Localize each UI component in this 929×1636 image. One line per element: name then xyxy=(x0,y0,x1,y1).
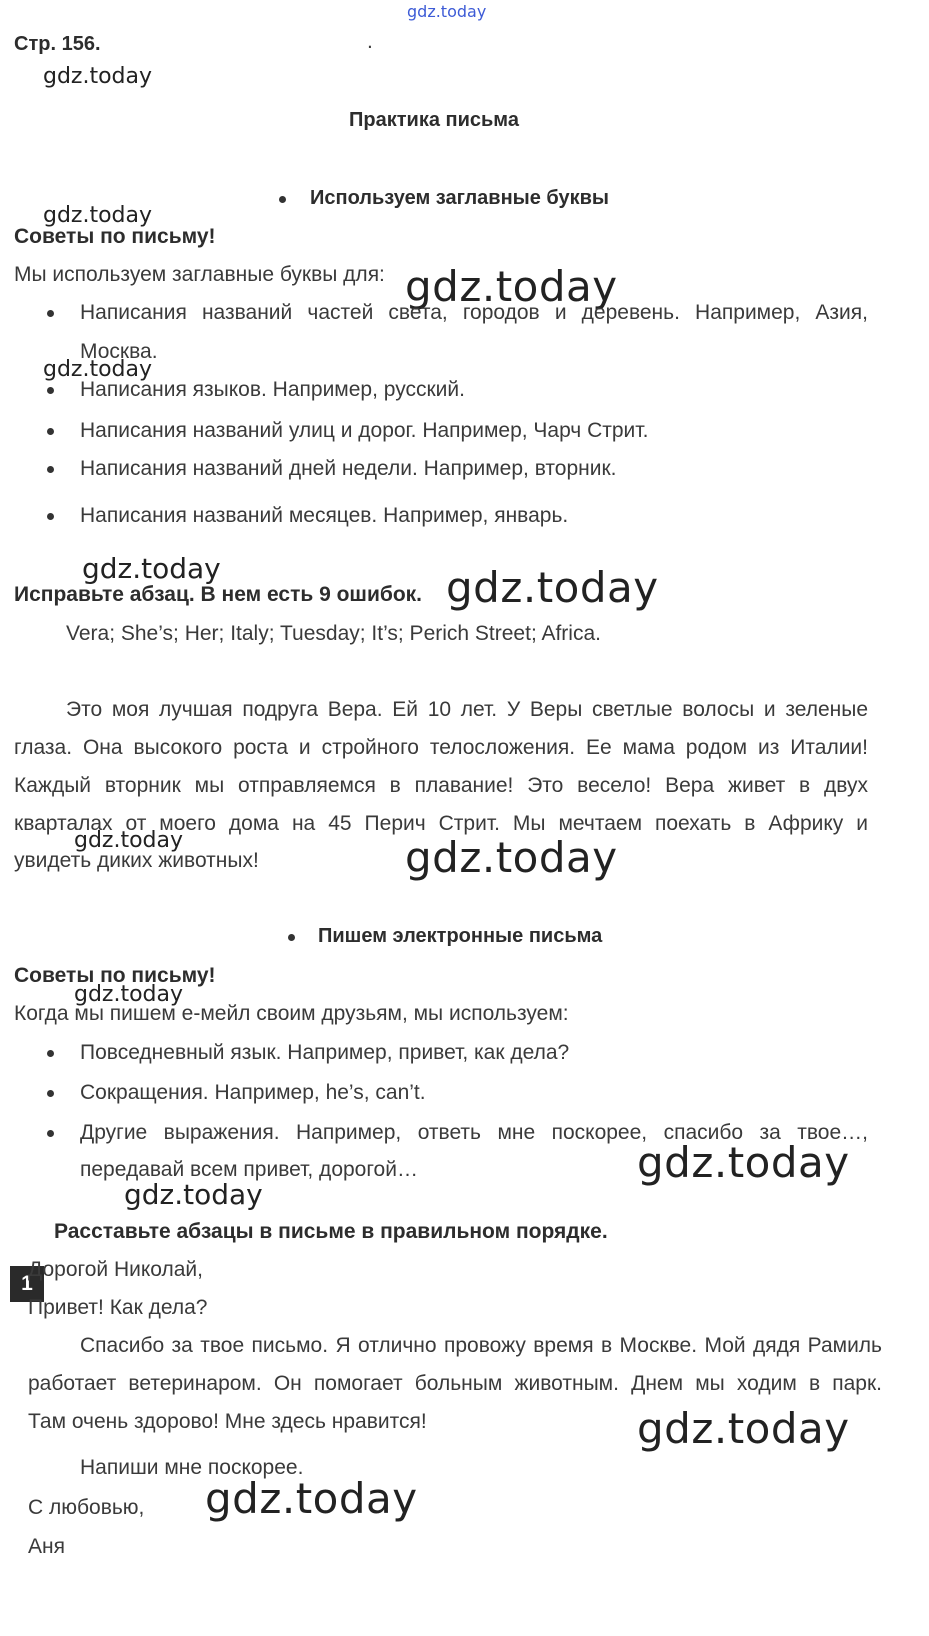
bullet xyxy=(47,428,54,435)
bullet xyxy=(279,196,286,203)
list-item-continuation: Москва. xyxy=(80,340,158,363)
paragraph-line: увидеть диких животных! xyxy=(14,849,259,872)
task-title: Исправьте абзац. В нем есть 9 ошибок. xyxy=(14,583,422,606)
bullet xyxy=(47,1050,54,1057)
list-item: Написания языков. Например, русский. xyxy=(80,378,465,401)
list-item-continuation: передавай всем привет, дорогой… xyxy=(80,1158,418,1181)
watermark: gdz.today xyxy=(82,552,221,585)
watermark: gdz.today xyxy=(446,563,659,612)
bullet xyxy=(47,387,54,394)
watermark: gdz.today xyxy=(637,1404,850,1453)
watermark: gdz.today xyxy=(637,1138,850,1187)
page-number: Стр. 156. xyxy=(14,33,101,55)
list-item: Написания названий дней недели. Например, вторник. xyxy=(80,457,617,480)
letter-greeting: Дорогой Николай, xyxy=(28,1258,203,1281)
watermark: gdz.today xyxy=(405,833,618,882)
paragraph-line: Каждый вторник мы отправляемся в плавание! Это весело! Вера живет в двух xyxy=(14,774,868,797)
section-heading-email: Пишем электронные письма xyxy=(318,925,603,947)
list-item: Написания названий улиц и дорог. Например, Чарч Стрит. xyxy=(80,419,649,442)
list-item: Написания названий месяцев. Например, январь. xyxy=(80,504,569,527)
tips-title: Советы по письму! xyxy=(14,964,216,987)
watermark: gdz.today xyxy=(43,203,153,228)
intro-text: Когда мы пишем е-мейл своим друзьям, мы используем: xyxy=(14,1002,569,1025)
list-item: Сокращения. Например, he’s, can’t. xyxy=(80,1081,426,1104)
list-item: Написания названий частей света, городов и деревень. Например, Азия, xyxy=(80,301,868,324)
letter-body-line: Спасибо за твое письмо. Я отлично провожу время в Москве. Мой дядя Рамиль xyxy=(80,1334,882,1357)
bullet xyxy=(47,310,54,317)
letter-signoff: С любовью, xyxy=(28,1496,145,1519)
watermark: gdz.today xyxy=(74,828,184,853)
letter-signature: Аня xyxy=(28,1535,65,1558)
bullet xyxy=(47,513,54,520)
list-item: Повседневный язык. Например, привет, как дела? xyxy=(80,1041,570,1064)
bullet xyxy=(47,1090,54,1097)
bullet xyxy=(47,466,54,473)
letter-closing-line: Напиши мне поскорее. xyxy=(80,1456,304,1479)
watermark-top: gdz.today xyxy=(407,2,487,21)
watermark: gdz.today xyxy=(43,64,153,89)
watermark: gdz.today xyxy=(405,262,618,311)
intro-text: Мы используем заглавные буквы для: xyxy=(14,263,385,286)
bullet xyxy=(47,1130,54,1137)
letter-body-line: Там очень здорово! Мне здесь нравится! xyxy=(28,1410,427,1433)
bullet xyxy=(288,934,295,941)
letter-hello: Привет! Как дела? xyxy=(28,1296,208,1319)
tips-title: Советы по письму! xyxy=(14,225,216,248)
list-item: Другие выражения. Например, ответь мне поскорее, спасибо за твое…, xyxy=(80,1121,868,1144)
exercise-instruction: Расставьте абзацы в письме в правильном порядке. xyxy=(54,1220,608,1243)
watermark: gdz.today xyxy=(124,1178,263,1211)
answers-line: Vera; She’s; Her; Italy; Tuesday; It’s; Perich Street; Africa. xyxy=(66,622,601,645)
paragraph-line: кварталах от моего дома на 45 Перич Стрит. Мы мечтаем поехать в Африку и xyxy=(14,812,868,835)
section-heading-capitals: Используем заглавные буквы xyxy=(310,187,610,209)
paragraph-line: глаза. Она высокого роста и стройного телосложения. Ее мама родом из Италии! xyxy=(14,736,868,759)
watermark: gdz.today xyxy=(43,357,153,382)
watermark: gdz.today xyxy=(205,1474,418,1523)
exercise-number-badge: 1 xyxy=(10,1266,44,1302)
watermark: gdz.today xyxy=(74,982,184,1007)
page-title: Практика письма xyxy=(349,109,519,131)
paragraph-line: Это моя лучшая подруга Вера. Ей 10 лет. У Веры светлые волосы и зеленые xyxy=(66,698,868,721)
letter-body-line: работает ветеринаром. Он помогает больным животным. Днем мы ходим в парк. xyxy=(28,1372,882,1395)
header-dot: . xyxy=(367,30,373,53)
